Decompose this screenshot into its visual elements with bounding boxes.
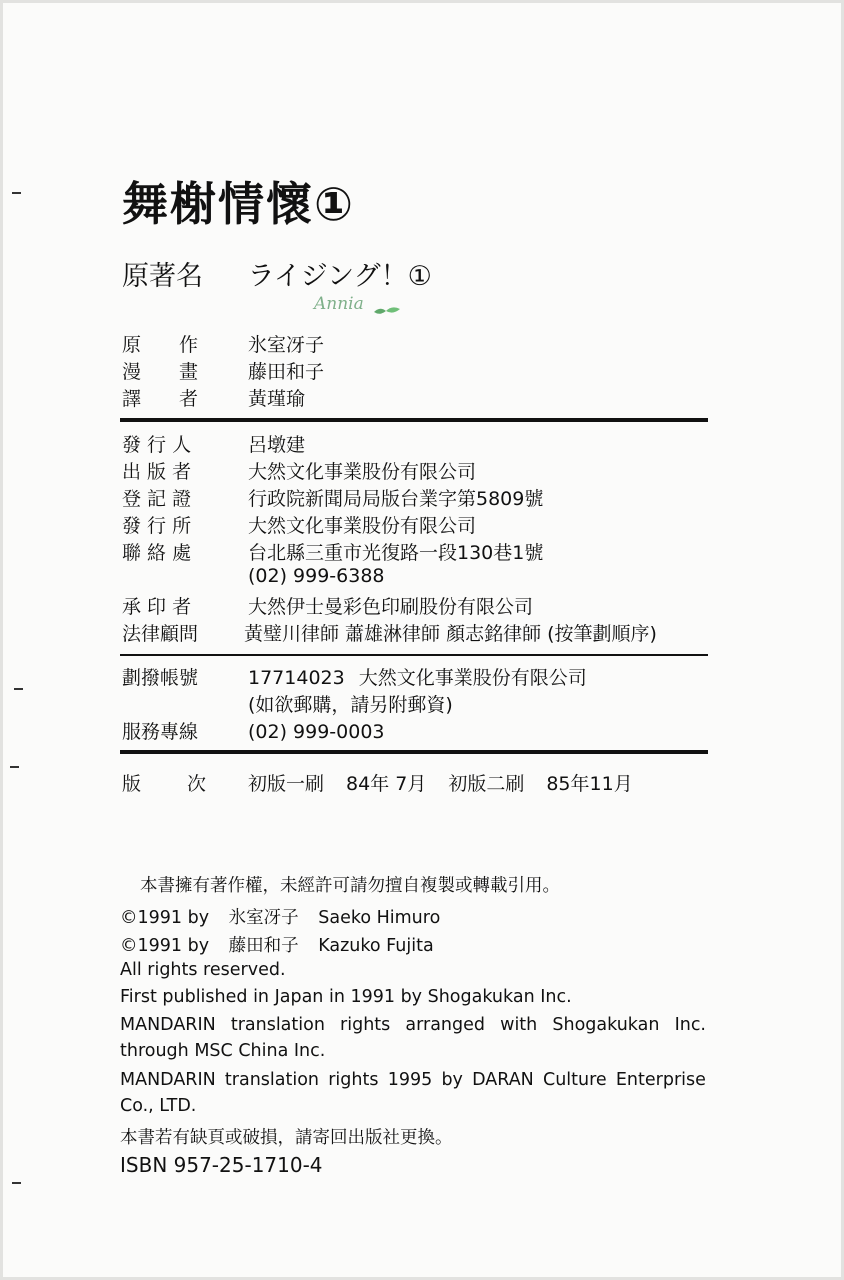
divider bbox=[120, 750, 708, 754]
word: Enterprise bbox=[615, 1070, 706, 1090]
edition-first: 初版一刷 bbox=[248, 773, 325, 795]
divider bbox=[120, 418, 708, 422]
info-label: 發 行 所 bbox=[122, 515, 192, 537]
edition-second: 初版二刷 bbox=[448, 773, 525, 795]
translation-line-2-tail: Co., LTD. bbox=[120, 1096, 197, 1116]
info-label: 登 記 證 bbox=[122, 488, 192, 510]
copyright-name-en: Kazuko Fujita bbox=[318, 936, 434, 956]
copyright-name-en: Saeko Himuro bbox=[318, 908, 441, 928]
copyright-name-jp: 藤田和子 bbox=[228, 936, 299, 956]
info-printer bbox=[122, 592, 533, 619]
info-registration bbox=[122, 484, 543, 511]
word: DARAN bbox=[472, 1070, 534, 1090]
credit-author bbox=[122, 330, 324, 357]
watermark-text: Annia bbox=[314, 294, 364, 314]
account-label: 劃撥帳號 bbox=[122, 667, 199, 689]
original-title bbox=[122, 254, 432, 293]
word: translation bbox=[230, 1015, 325, 1035]
info-phone bbox=[122, 565, 385, 587]
info-label: 發 行 人 bbox=[122, 434, 192, 456]
info-label: 承 印 者 bbox=[122, 596, 192, 618]
info-value: 大然伊士曼彩色印刷股份有限公司 bbox=[248, 596, 534, 618]
word: MANDARIN bbox=[120, 1015, 216, 1035]
word: 1995 bbox=[387, 1070, 433, 1090]
info-legal bbox=[122, 619, 657, 646]
info-publisher bbox=[122, 457, 476, 484]
copyright-name-jp: 氷室冴子 bbox=[228, 908, 299, 928]
credit-artist bbox=[122, 357, 324, 384]
account-row bbox=[122, 663, 587, 690]
credit-value: 氷室冴子 bbox=[248, 334, 325, 356]
word: translation bbox=[224, 1070, 320, 1090]
account-number: 17714023 bbox=[248, 667, 345, 689]
credit-value: 藤田和子 bbox=[248, 361, 325, 383]
word: with bbox=[500, 1015, 538, 1035]
info-value: 呂墩建 bbox=[248, 434, 306, 456]
account-note-row bbox=[122, 690, 453, 717]
info-distributor bbox=[122, 511, 476, 538]
edition-label-2: 次 bbox=[186, 773, 206, 795]
credit-label: 漫 畫 bbox=[122, 361, 199, 383]
credit-label: 原 作 bbox=[122, 334, 199, 356]
copyright-notice: 本書擁有著作權，未經許可請勿擅自複製或轉載引用。 bbox=[140, 876, 560, 896]
info-label: 出 版 者 bbox=[122, 461, 192, 483]
word: by bbox=[441, 1070, 463, 1090]
copyright-line-1 bbox=[120, 904, 440, 929]
word: rights bbox=[328, 1070, 379, 1090]
account-name: 大然文化事業股份有限公司 bbox=[358, 667, 587, 689]
word: Culture bbox=[542, 1070, 607, 1090]
leaf-icon bbox=[372, 304, 402, 318]
info-label: 法律顧問 bbox=[122, 623, 199, 645]
service-row bbox=[122, 717, 385, 744]
credit-value: 黃瑾瑜 bbox=[248, 388, 306, 410]
copyright-year: ©1991 by bbox=[120, 908, 210, 928]
isbn: ISBN 957-25-1710-4 bbox=[120, 1153, 323, 1177]
first-published: First published in Japan in 1991 by Shogakukan Inc. bbox=[120, 987, 572, 1007]
info-label: 聯 絡 處 bbox=[122, 542, 192, 564]
word: MANDARIN bbox=[120, 1070, 216, 1090]
word: Shogakukan bbox=[552, 1015, 660, 1035]
service-label: 服務專線 bbox=[122, 721, 199, 743]
scan-mark bbox=[10, 766, 19, 768]
account-note: (如欲郵購，請另附郵資) bbox=[248, 694, 453, 716]
word: rights bbox=[340, 1015, 391, 1035]
service-value: (02) 999-0003 bbox=[248, 721, 385, 743]
copyright-line-2 bbox=[120, 932, 434, 957]
scan-mark bbox=[12, 1182, 21, 1184]
edition-first-date: 84年 7月 bbox=[346, 773, 427, 795]
info-value: 大然文化事業股份有限公司 bbox=[248, 515, 477, 537]
defect-notice: 本書若有缺頁或破損，請寄回出版社更換。 bbox=[120, 1128, 453, 1148]
book-title: 舞榭情懷① bbox=[122, 177, 355, 231]
info-value: (02) 999-6388 bbox=[248, 565, 385, 587]
info-address bbox=[122, 538, 543, 565]
info-publisher-person bbox=[122, 430, 305, 457]
all-rights: All rights reserved. bbox=[120, 960, 286, 980]
credit-label: 譯 者 bbox=[122, 388, 199, 410]
divider bbox=[120, 654, 708, 656]
translation-line-2 bbox=[120, 1070, 706, 1090]
scan-mark bbox=[14, 688, 23, 690]
copyright-year: ©1991 by bbox=[120, 936, 210, 956]
info-value: 大然文化事業股份有限公司 bbox=[248, 461, 477, 483]
info-value: 行政院新聞局局版台業字第5809號 bbox=[248, 488, 544, 510]
original-title-value: ライジング！① bbox=[247, 261, 432, 292]
word: Inc. bbox=[674, 1015, 706, 1035]
edition-row bbox=[122, 769, 633, 796]
original-title-label: 原著名 bbox=[122, 261, 203, 292]
translation-line-1-tail: through MSC China Inc. bbox=[120, 1041, 326, 1061]
edition-label-1: 版 bbox=[122, 773, 142, 795]
translation-line-1 bbox=[120, 1015, 706, 1035]
credit-translator bbox=[122, 384, 305, 411]
edition-second-date: 85年11月 bbox=[546, 773, 633, 795]
info-value: 黃璧川律師 蕭雄淋律師 顏志銘律師 (按筆劃順序) bbox=[244, 623, 657, 645]
scan-mark bbox=[12, 192, 21, 194]
word: arranged bbox=[405, 1015, 486, 1035]
info-value: 台北縣三重市光復路一段130巷1號 bbox=[248, 542, 544, 564]
